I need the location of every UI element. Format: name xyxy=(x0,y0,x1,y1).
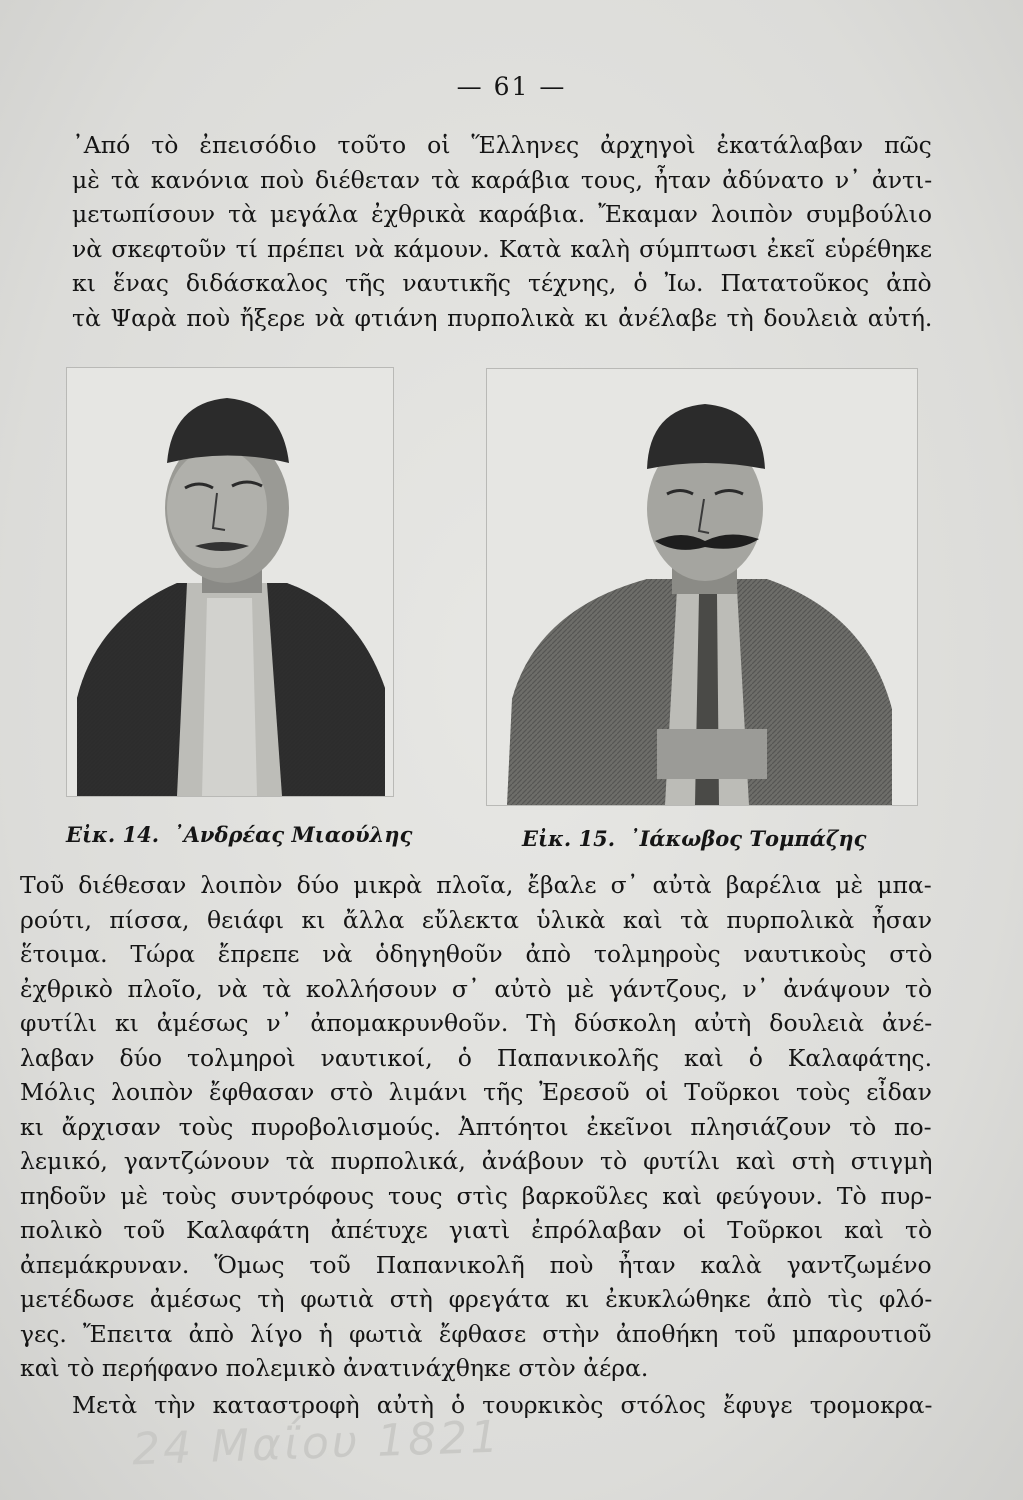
text-line: λαβαν δύο τολμηροὶ ναυτικοί, ὁ Παπανικολῆς καὶ ὁ Καλαφάτης. xyxy=(20,1043,933,1072)
text-line: γες. Ἔπειτα ἀπὸ λίγο ἡ φωτιὰ ἔφθασε στὴν ἀποθήκη τοῦ μπαρουτιοῦ xyxy=(20,1319,932,1348)
paragraph-2 xyxy=(20,868,932,1386)
text-line: μὲ τὰ κανόνια ποὺ διέθεταν τὰ καράβια τους, ἦταν ἀδύνατο ν᾿ ἀντι- xyxy=(72,165,933,194)
portrait-miaoulis-drawing xyxy=(67,368,393,796)
text-line: Μετὰ τὴν καταστροφὴ αὐτὴ ὁ τουρκικὸς στόλος ἔφυγε τρομοκρα- xyxy=(72,1391,933,1419)
figure-14-label: Εἰκ. 14. xyxy=(66,822,160,847)
text-line: τὰ Ψαρὰ ποὺ ἤξερε νὰ φτιάνη πυρπολικὰ κι ἀνέλαβε τὴ δουλειὰ αὐτή. xyxy=(72,303,933,332)
page-number: — 61 — xyxy=(456,72,567,101)
paragraph-1 xyxy=(72,128,932,335)
handwritten-pencil-note: 24 Μαΐου 1821 xyxy=(131,1411,502,1476)
text-line: κι ἄρχισαν τοὺς πυροβολισμούς. Ἀπτόητοι ἐκεῖνοι πλησιάζουν τὸ πο- xyxy=(20,1112,932,1141)
text-line: ᾿Από τὸ ἐπεισόδιο τοῦτο οἱ Ἕλληνες ἀρχηγοὶ ἐκατάλαβαν πῶς xyxy=(72,131,932,159)
figure-14-caption xyxy=(66,822,412,847)
text-line: νὰ σκεφτοῦν τί πρέπει νὰ κάμουν. Κατὰ καλὴ σύμπτωσι ἐκεῖ εὑρέθηκε xyxy=(72,234,933,263)
text-line: ἐχθρικὸ πλοῖο, νὰ τὰ κολλήσουν σ᾿ αὐτὸ μὲ γάντζους, ν᾿ ἀνάψουν τὸ xyxy=(20,974,933,1003)
text-line: κι ἕνας διδάσκαλος τῆς ναυτικῆς τέχνης, ὁ Ἰω. Πατατοῦκος ἀπὸ xyxy=(72,269,932,297)
text-line: πολικὸ τοῦ Καλαφάτη ἀπέτυχε γιατὶ ἐπρόλαβαν οἱ Τοῦρκοι καὶ τὸ xyxy=(20,1216,933,1244)
figure-15-caption xyxy=(522,826,866,851)
text-line: λεμικό, γαντζώνουν τὰ πυρπολικά, ἀνάβουν τὸ φυτίλι καὶ στὴ στιγμὴ xyxy=(20,1147,933,1175)
portrait-miaoulis xyxy=(66,367,394,797)
text-line: μετωπίσουν τὰ μεγάλα ἐχθρικὰ καράβια. Ἔκαμαν λοιπὸν συμβούλιο xyxy=(72,200,932,228)
figure-15-label: Εἰκ. 15. xyxy=(522,826,616,851)
figure-15-name: ᾿Ιάκωβος Τομπάζης xyxy=(629,826,867,851)
text-line: ἀπεμάκρυναν. Ὅμως τοῦ Παπανικολῆ ποὺ ἦταν καλὰ γαντζωμένο xyxy=(20,1250,932,1279)
text-line: πηδοῦν μὲ τοὺς συντρόφους τους στὶς βαρκοῦλες καὶ φεύγουν. Τὸ πυρ- xyxy=(20,1181,933,1210)
text-line: Μόλις λοιπὸν ἔφθασαν στὸ λιμάνι τῆς Ἐρεσοῦ οἱ Τοῦρκοι τοὺς εἶδαν xyxy=(20,1078,932,1106)
text-line: μετέδωσε ἀμέσως τὴ φωτιὰ στὴ φρεγάτα κι ἐκυκλώθηκε ἀπὸ τὶς φλό- xyxy=(20,1285,933,1313)
text-line: ἕτοιμα. Τώρα ἔπρεπε νὰ ὁδηγηθοῦν ἀπὸ τολμηροὺς ναυτικοὺς στὸ xyxy=(20,940,933,968)
text-line: ρούτι, πίσσα, θειάφι κι ἄλλα εὔλεκτα ὑλικὰ καὶ τὰ πυρπολικὰ ἦσαν xyxy=(20,905,932,934)
portrait-tombazis xyxy=(486,368,918,806)
text-line: Τοῦ διέθεσαν λοιπὸν δύο μικρὰ πλοῖα, ἔβαλε σ᾿ αὐτὰ βαρέλια μὲ μπα- xyxy=(20,871,932,899)
text-line: φυτίλι κι ἀμέσως ν᾿ ἀπομακρυνθοῦν. Τὴ δύσκολη αὐτὴ δουλειὰ ἀνέ- xyxy=(20,1009,933,1037)
paragraph-3 xyxy=(72,1388,932,1423)
figure-14-name: ᾿Ανδρέας Μιαούλης xyxy=(173,822,413,847)
portrait-tombazis-drawing xyxy=(487,369,917,805)
text-line: καὶ τὸ περήφανο πολεμικὸ ἀνατινάχθηκε στὸν ἀέρα. xyxy=(20,1354,649,1382)
